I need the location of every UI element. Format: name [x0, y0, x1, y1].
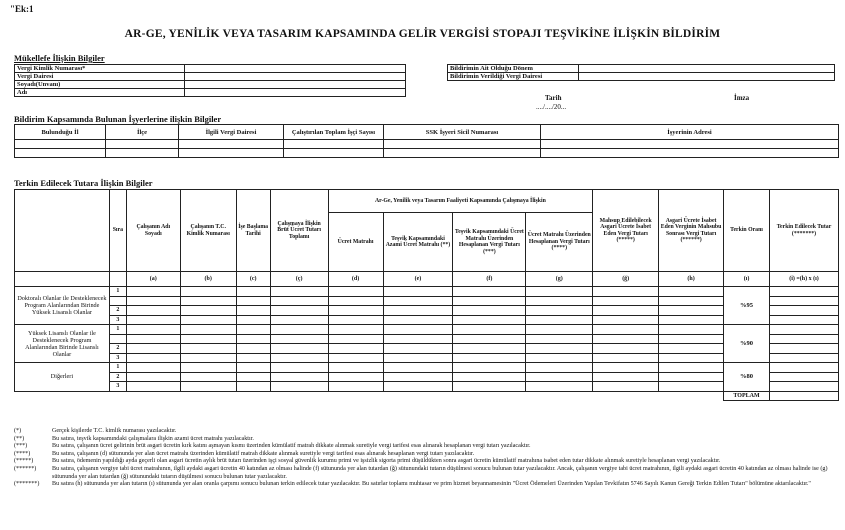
- table-row: [15, 306, 839, 316]
- table-header-row: [15, 125, 839, 140]
- field-value[interactable]: [185, 89, 406, 97]
- col-header-tesvik-azami: Teşvik Kapsamındaki Azami Ücret Matrahı (**): [383, 213, 453, 272]
- col-letter: (g): [526, 272, 593, 287]
- footnote: (***) Bu satıra, çalışanın ücret gelirinin brüt asgari ücretin kırk katını aşmayan kısmı üzerinden kümülatif matrah dikkate alınmak suretiyle vergi tarifesi esas alınarak hesaplanan vergi tutarı yazılacaktır.: [14, 443, 531, 450]
- footnote: (*****) Bu satıra, ödemenin yapıldığı ayda geçerli olan asgari ücretin aylık brüt tutarı üzerinden işçi sosyal güvenlik kurumu primi ve işsizlik sigorta primi düşüldükten sonra asgari ücretin kümülatif matrahına isabet eden tutar dikkate alınmak suretiyle hesaplanan vergi yazılacaktır.: [14, 458, 721, 465]
- row-number: 3: [109, 353, 126, 363]
- table-row: [15, 334, 839, 344]
- deduction-section-heading: Terkin Edilecek Tutara İlişkin Bilgiler: [14, 178, 153, 188]
- footnote: (****) Bu satıra, çalışanın (d) sütununda yer alan ücret matrahı üzerinden kümülatif matrah dikkate alınmak suretiyle vergi tarifesi esas alınarak hesaplanan vergi tutarı yazılacaktır.: [14, 450, 475, 457]
- col-header-ucret-hesap: Ücret Matrahı Üzerinden Hesaplanan Vergi Tutarı (****): [526, 213, 593, 272]
- rate-value: %95: [724, 287, 770, 325]
- total-label: TOPLAM: [724, 391, 770, 401]
- table-row: [448, 65, 835, 73]
- field-label: Adı: [15, 89, 185, 97]
- taxpayer-table: [14, 64, 406, 97]
- rate-value: %80: [724, 363, 770, 392]
- date-value[interactable]: ..../..../20...: [536, 103, 567, 111]
- col-header-tutar: Terkin Edilecek Tutar (*******): [770, 190, 839, 272]
- letters-row: [15, 272, 839, 287]
- col-letter: (b): [180, 272, 236, 287]
- field-label: Vergi Kimlik Numarası*: [15, 65, 185, 73]
- col-header: Bulunduğu İl: [15, 125, 106, 140]
- signature-label: İmza: [734, 94, 750, 102]
- table-row: [15, 296, 839, 306]
- row-number: 1: [109, 287, 126, 297]
- row-number: 2: [109, 372, 126, 382]
- row-number: 1: [109, 363, 126, 373]
- col-header: İlgili Vergi Dairesi: [179, 125, 284, 140]
- workplace-table: [14, 124, 839, 158]
- total-value[interactable]: [770, 391, 839, 401]
- col-letter: (f): [453, 272, 526, 287]
- col-header-sira: Sıra: [109, 190, 126, 272]
- col-letter: (ğ): [593, 272, 659, 287]
- footnote: (*) Gerçek kişilerde T.C. kimlik numarası yazılacaktır.: [14, 428, 177, 434]
- group-label: Doktoralı Olanlar ile Desteklenecek Program Alanlarından Birinde Yüksek Lisanslı Olanlar: [15, 287, 110, 325]
- col-letter: (e): [383, 272, 453, 287]
- field-value[interactable]: [185, 65, 406, 73]
- footnotes: [14, 428, 839, 489]
- deduction-table: [14, 189, 839, 401]
- col-header-mahsup: Mahsup Edilebilecek Asgari Ücrete İsabet Eden Vergi Tutarı (*****): [593, 190, 659, 272]
- table-row: [15, 149, 839, 158]
- table-row: [15, 81, 406, 89]
- col-header-asgari: Asgari Ücrete İsabet Eden Verginin Mahsubu Sonrası Vergi Tutarı (******): [659, 190, 724, 272]
- footnote: (*******) Bu satıra (h) sütununda yer alan tutarın (ı) sütununda yer alan oranla çarpımı sonucu bulunan terkin edilecek tutar yazılacaktır. Bu satırlar toplamı muhtasar ve prim hizmet beyannamesinin "Ücret Ödemeleri Üzerinden Yapılan Tevkifatın 5746 Sayılı Kanun Gereği Terkin Edilen Tutarı" bölümüne aktarılacaktır.": [14, 481, 811, 488]
- field-label: Vergi Dairesi: [15, 73, 185, 81]
- field-value[interactable]: [185, 73, 406, 81]
- col-header: Çalıştırılan Toplam İşçi Sayısı: [284, 125, 384, 140]
- col-header: İşyerinin Adresi: [541, 125, 839, 140]
- col-header: SSK İşyeri Sicil Numarası: [384, 125, 541, 140]
- col-letter: (ı): [724, 272, 770, 287]
- workplace-section-heading: Bildirim Kapsamında Bulunan İşyerlerine ilişkin Bilgiler: [14, 114, 222, 124]
- footnote: (**) Bu satıra, teşvik kapsamındaki çalışmalara ilişkin azami ücret matrahı yazılacaktır.: [14, 435, 254, 442]
- col-letter: (c): [236, 272, 270, 287]
- row-number: 1: [109, 325, 126, 335]
- col-header-ucret: Ücret Matrahı: [328, 213, 383, 272]
- col-header-ad: Çalışanın Adı Soyadı: [126, 190, 180, 272]
- table-row: [15, 287, 839, 297]
- page-title: AR-GE, YENİLİK VEYA TASARIM KAPSAMINDA GELİR VERGİSİ STOPAJI TEŞVİKİNE İLİŞKİN BİLDİRİM: [124, 28, 721, 40]
- notification-table: [447, 64, 835, 81]
- field-label: Bildirimin Verildiği Vergi Dairesi: [448, 73, 579, 81]
- table-row: [15, 65, 406, 73]
- row-number: 2: [109, 306, 126, 316]
- table-row: [15, 353, 839, 363]
- col-letter: (i) =(h) x (ı): [770, 272, 839, 287]
- table-header-row: [15, 190, 839, 213]
- field-label: Soyadı(Unvanı): [15, 81, 185, 89]
- col-header-ise: İşe Başlama Tarihi: [236, 190, 270, 272]
- group-label: Yüksek Lisanslı Olanlar ile Desteklenecek Program Alanlarından Birinde Lisanslı Olanlar: [15, 325, 110, 363]
- row-number: 3: [109, 382, 126, 392]
- col-header-toplam: Çalışmaya İlişkin Brüt Ücret Tutarı Toplamı: [270, 190, 328, 272]
- col-letter: (a): [126, 272, 180, 287]
- total-row: [15, 391, 839, 401]
- table-row: [15, 372, 839, 382]
- row-number: 2: [109, 344, 126, 354]
- field-value[interactable]: [579, 65, 835, 73]
- group-label: Diğerleri: [15, 363, 110, 392]
- row-number: 3: [109, 315, 126, 325]
- field-value[interactable]: [185, 81, 406, 89]
- field-label: Bildirimin Ait Olduğu Dönem: [448, 65, 579, 73]
- rate-value: %90: [724, 325, 770, 363]
- col-letter: (ç): [270, 272, 328, 287]
- col-header-tesvik-hesap: Teşvik Kapsamındaki Ücret Matrahı Üzerinden Hesaplanan Vergi Tutarı (***): [453, 213, 526, 272]
- taxpayer-section-heading: Mükellefe İlişkin Bilgiler: [14, 53, 105, 63]
- col-letter: (d): [328, 272, 383, 287]
- group-header: Ar-Ge, Yenilik veya Tasarım Faaliyeti Kapsamında Çalışmaya İlişkin: [328, 190, 593, 213]
- col-letter: (h): [659, 272, 724, 287]
- table-row: [15, 325, 839, 335]
- table-row: [15, 344, 839, 354]
- table-row: [15, 363, 839, 373]
- table-row: [448, 73, 835, 81]
- col-header-tc: Çalışanın T.C. Kimlik Numarası: [180, 190, 236, 272]
- col-header-oran: Terkin Oranı: [724, 190, 770, 272]
- date-label: Tarih: [545, 94, 562, 102]
- annex-label: "Ek:1: [10, 4, 34, 14]
- table-row: [15, 315, 839, 325]
- table-row: [15, 140, 839, 149]
- field-value[interactable]: [579, 73, 835, 81]
- table-row: [15, 382, 839, 392]
- table-row: [15, 73, 406, 81]
- table-row: [15, 89, 406, 97]
- col-header: İlçe: [106, 125, 179, 140]
- footnote: (******) Bu satıra, çalışanın vergiye tabi ücret matrahının, ilgili aydaki asgari ücretin 40 katından az olması halinde (f) sütununda yer alan tutardan (ğ) sütunundaki tutarın düşülmesi sonucu bulunan tutar yazılacaktır. Ancak, çalışanın vergiye tabi ücret matrahının, ilgili aydaki asgari ücretin 40 katından az olması halinde ise (g) sütununda yer alan tutardan (ğ) sütunundaki tutarın düşülmesi sonucu bulunan tutar yazılacaktır.: [14, 465, 828, 480]
